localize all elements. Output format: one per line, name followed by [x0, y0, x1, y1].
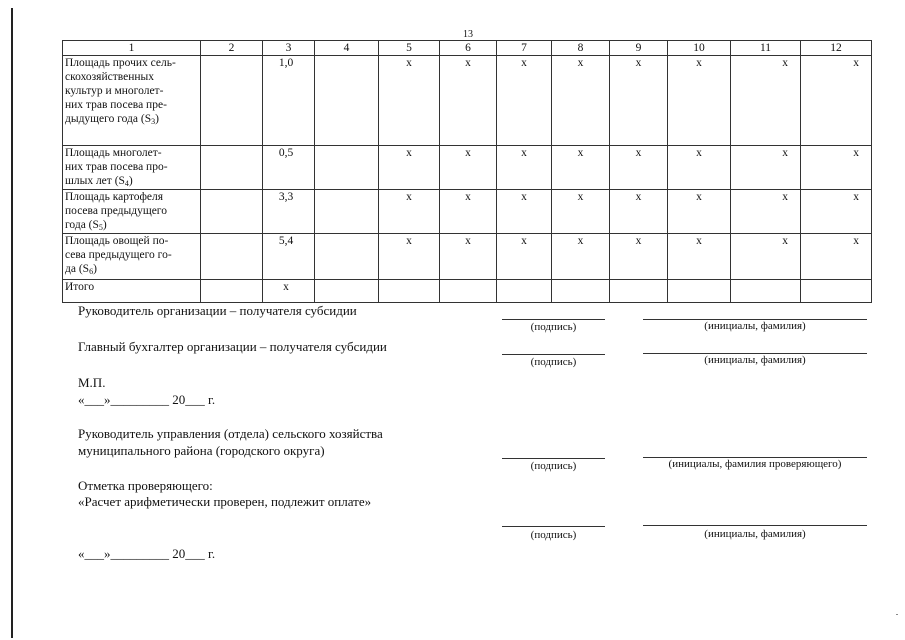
row-label-text: дыдущего года (S: [65, 113, 152, 125]
mark-cell: х: [379, 146, 440, 190]
mark-cell: [552, 280, 610, 303]
row-label: [63, 146, 201, 190]
row-label-line: [65, 280, 198, 294]
head-dept-sign-caption: (подпись): [530, 460, 577, 472]
row-label: [63, 190, 201, 234]
mark-cell: х: [801, 146, 872, 190]
mark-cell: х: [497, 190, 552, 234]
row-label-line: [65, 98, 198, 112]
checker-note: «Расчет арифметически проверен, подлежит оплате»: [78, 494, 372, 509]
row-label-text: скохозяйственных: [65, 71, 155, 83]
stamp-mark: М.П.: [78, 375, 106, 390]
mark-cell: х: [668, 190, 731, 234]
mark-cell: х: [668, 56, 731, 146]
row-label-text: Площадь овощей по-: [65, 235, 169, 247]
header-cell: 7: [497, 41, 552, 56]
mark-cell: х: [610, 146, 668, 190]
mark-cell: х: [379, 234, 440, 280]
scan-speck: [896, 614, 898, 615]
row-label-line: [65, 70, 198, 84]
cell-col4: [315, 146, 379, 190]
cell-col4: [315, 234, 379, 280]
table-header-row: [63, 41, 872, 56]
cell-col2: [201, 234, 263, 280]
checker-sign-caption: (подпись): [530, 529, 577, 541]
mark-cell: х: [801, 190, 872, 234]
row-label-subscript: 5: [98, 223, 103, 232]
table-row: [63, 280, 872, 303]
cell-col3: 5,4: [263, 234, 315, 280]
row-label-tail: ): [155, 113, 159, 125]
mark-cell: х: [440, 56, 497, 146]
header-cell: 3: [263, 41, 315, 56]
row-label-text: шлых лет (S: [65, 175, 125, 187]
mark-cell: х: [668, 234, 731, 280]
row-label-text: года (S: [65, 219, 99, 231]
checker-name-line: [643, 525, 867, 526]
left-margin-rule: [11, 8, 13, 638]
cell-col2: [201, 190, 263, 234]
table-row: [63, 190, 872, 234]
mark-cell: [668, 280, 731, 303]
mark-cell: х: [440, 234, 497, 280]
cell-col3: 1,0: [263, 56, 315, 146]
row-label-text: сева предыдущего го-: [65, 249, 172, 261]
row-label-line: [65, 204, 198, 218]
head-dept-label-line1: Руководитель управления (отдела) сельского хозяйства: [78, 426, 383, 441]
chief-accountant-label: Главный бухгалтер организации – получателя субсидии: [78, 339, 387, 354]
cell-col4: [315, 190, 379, 234]
subsidy-table: [62, 40, 872, 303]
row-label-text: культур и многолет-: [65, 85, 164, 97]
mark-cell: [731, 280, 801, 303]
cell-col3: х: [263, 280, 315, 303]
page-number: 13: [463, 29, 473, 40]
head-dept-signature-line: [502, 458, 605, 459]
table-row: [63, 56, 872, 146]
mark-cell: х: [497, 56, 552, 146]
head-org-sign-caption: (подпись): [530, 321, 577, 333]
row-label-line: [65, 160, 198, 174]
row-label-line: [65, 248, 198, 262]
header-cell: 5: [379, 41, 440, 56]
mark-cell: [379, 280, 440, 303]
header-cell: 1: [63, 41, 201, 56]
checker-signature-line: [502, 526, 605, 527]
header-cell: 10: [668, 41, 731, 56]
mark-cell: х: [668, 146, 731, 190]
mark-cell: х: [610, 190, 668, 234]
checker-name-caption: (инициалы, фамилия): [704, 528, 806, 540]
cell-col3: 3,3: [263, 190, 315, 234]
header-cell: 6: [440, 41, 497, 56]
row-label-line: [65, 84, 198, 98]
row-label-tail: ): [128, 175, 133, 187]
head-dept-label-line2: муниципального района (городского округа): [78, 443, 325, 458]
mark-cell: [610, 280, 668, 303]
mark-cell: х: [731, 190, 801, 234]
row-label-text: посева предыдущего: [65, 205, 167, 217]
cell-col4: [315, 56, 379, 146]
row-label-line: [65, 56, 198, 70]
mark-cell: х: [610, 234, 668, 280]
accountant-signature-line: [502, 354, 605, 355]
header-cell: 12: [801, 41, 872, 56]
mark-cell: х: [801, 234, 872, 280]
row-label-line: [65, 174, 198, 188]
mark-cell: [497, 280, 552, 303]
row-label-text: Итого: [65, 281, 95, 293]
row-label-line: [65, 234, 198, 248]
mark-cell: х: [731, 234, 801, 280]
mark-cell: х: [440, 190, 497, 234]
accountant-name-caption: (инициалы, фамилия): [704, 354, 806, 366]
table-row: [63, 146, 872, 190]
mark-cell: х: [552, 146, 610, 190]
table-row: [63, 234, 872, 280]
row-label-text: Площадь прочих сель-: [65, 57, 176, 69]
mark-cell: х: [497, 146, 552, 190]
table-body: [63, 41, 872, 303]
mark-cell: [801, 280, 872, 303]
row-label-tail: ): [93, 263, 97, 275]
row-label-subscript: 3: [151, 117, 156, 126]
mark-cell: х: [497, 234, 552, 280]
head-org-label: Руководитель организации – получателя субсидии: [78, 303, 357, 318]
mark-cell: х: [552, 56, 610, 146]
head-dept-name-caption: (инициалы, фамилия проверяющего): [668, 458, 842, 470]
row-label-text: Площадь многолет-: [65, 147, 162, 159]
row-label: [63, 234, 201, 280]
cell-col2: [201, 146, 263, 190]
cell-col3: 0,5: [263, 146, 315, 190]
mark-cell: х: [552, 234, 610, 280]
mark-cell: х: [379, 56, 440, 146]
accountant-sign-caption: (подпись): [530, 356, 577, 368]
row-label: [63, 56, 201, 146]
head-org-name-caption: (инициалы, фамилия): [704, 320, 806, 332]
header-cell: 2: [201, 41, 263, 56]
mark-cell: [440, 280, 497, 303]
mark-cell: х: [610, 56, 668, 146]
header-cell: 11: [731, 41, 801, 56]
mark-cell: х: [731, 56, 801, 146]
mark-cell: х: [440, 146, 497, 190]
header-cell: 4: [315, 41, 379, 56]
row-label-line: [65, 112, 198, 126]
row-label-text: да (S: [65, 263, 90, 275]
row-label-subscript: 4: [124, 179, 129, 188]
mark-cell: х: [552, 190, 610, 234]
row-label-line: [65, 146, 198, 160]
mark-cell: х: [801, 56, 872, 146]
row-label-line: [65, 262, 198, 276]
date-line-1: «___»_________ 20___ г.: [78, 392, 216, 407]
row-label-text: них трав посева про-: [65, 161, 168, 173]
head-org-signature-line: [502, 319, 605, 320]
row-label-line: [65, 190, 198, 204]
checker-title: Отметка проверяющего:: [78, 478, 213, 493]
mark-cell: х: [731, 146, 801, 190]
date-line-2: «___»_________ 20___ г.: [78, 546, 216, 561]
row-label-line: [65, 218, 198, 232]
cell-col2: [201, 56, 263, 146]
cell-col4: [315, 280, 379, 303]
row-label-subscript: 6: [89, 267, 94, 276]
header-cell: 8: [552, 41, 610, 56]
cell-col2: [201, 280, 263, 303]
mark-cell: х: [379, 190, 440, 234]
row-label: [63, 280, 201, 303]
header-cell: 9: [610, 41, 668, 56]
row-label-text: них трав посева пре-: [65, 99, 167, 111]
row-label-text: Площадь картофеля: [65, 191, 164, 203]
row-label-tail: ): [102, 219, 107, 231]
